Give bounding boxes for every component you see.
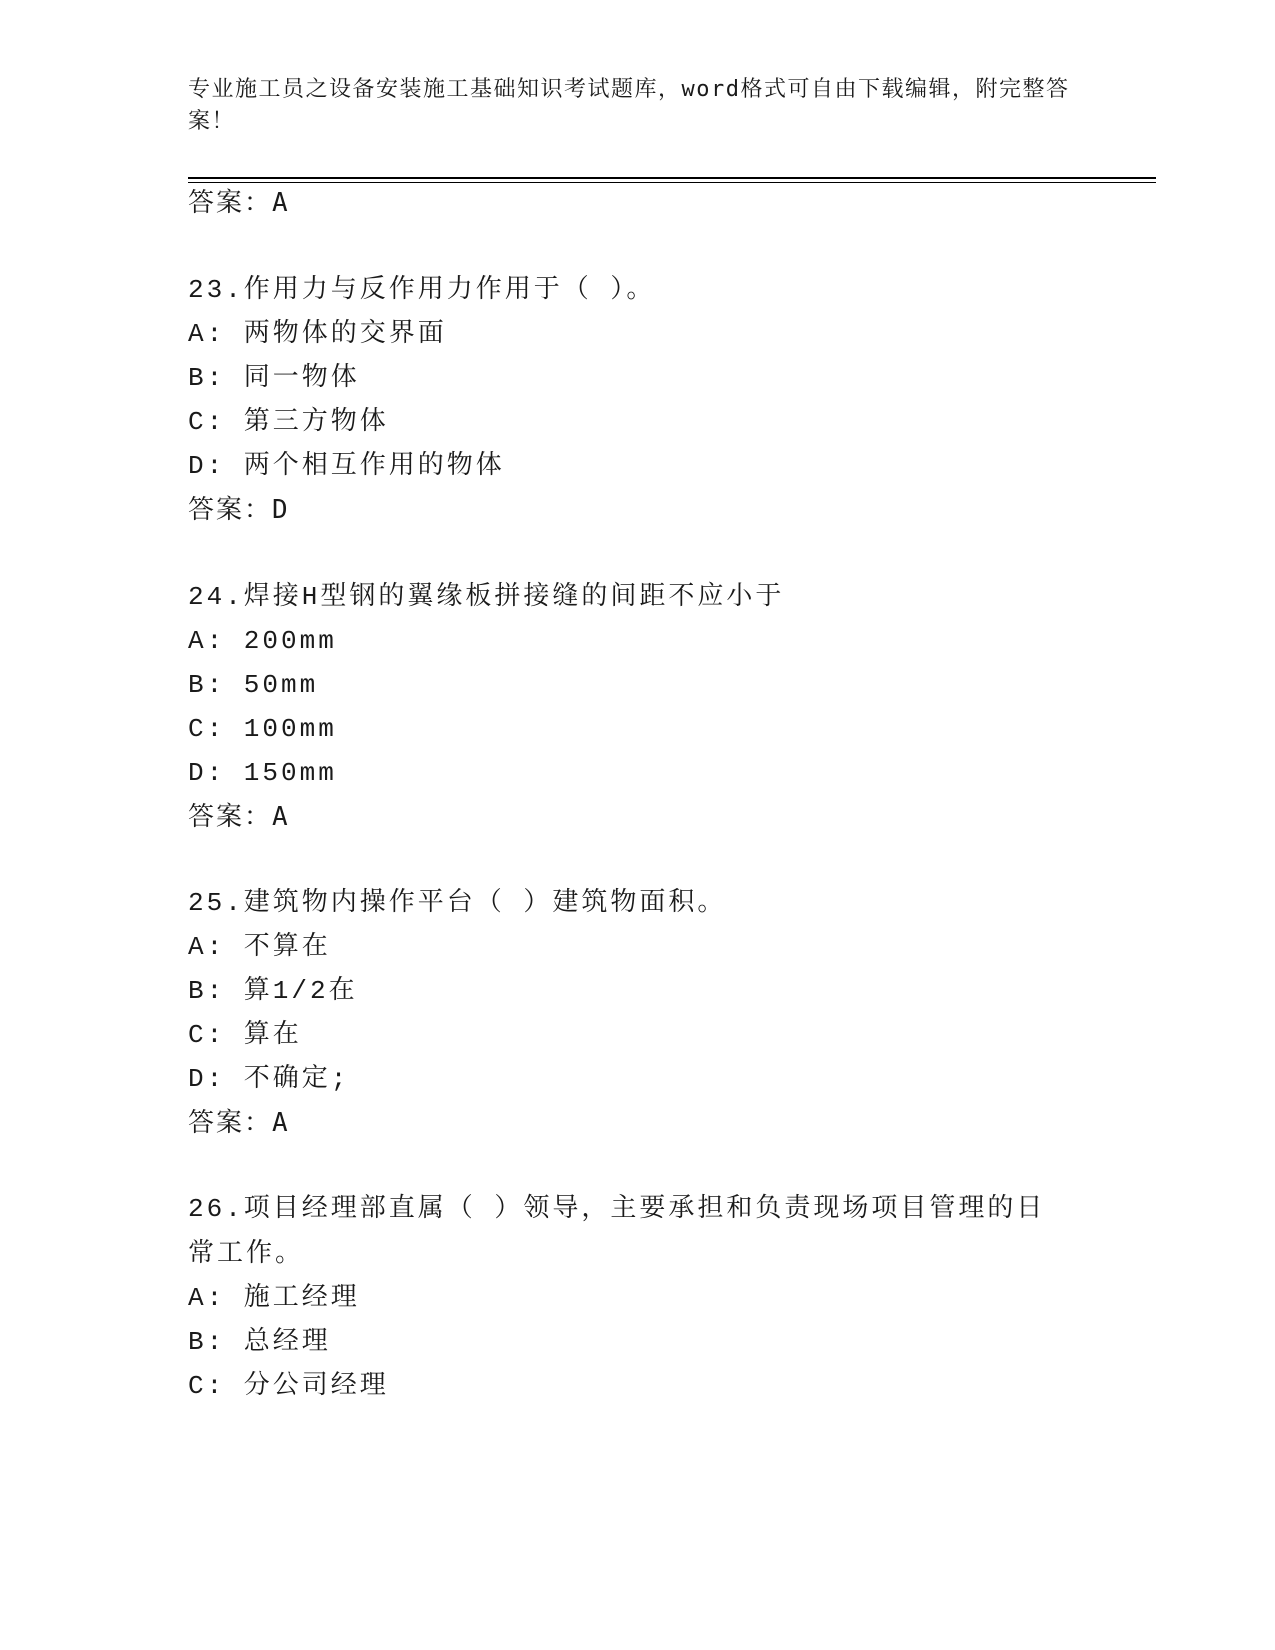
question-24-option-b: B: 50mm: [188, 670, 319, 700]
question-24-option-a: A: 200mm: [188, 626, 337, 656]
question-25-option-b: B: 算1/2在: [188, 976, 358, 1006]
question-26-option-a: A: 施工经理: [188, 1283, 360, 1313]
question-24-option-c: C: 100mm: [188, 714, 337, 744]
question-26-stem: 26.项目经理部直属（ ）领导，主要承担和负责现场项目管理的日常工作。: [188, 1194, 1046, 1269]
question-23-option-c: C: 第三方物体: [188, 407, 389, 437]
question-26-option-b: B: 总经理: [188, 1327, 331, 1357]
header-divider-thin: [188, 182, 1156, 183]
question-25-option-a: A: 不算在: [188, 932, 331, 962]
question-23-option-d: D: 两个相互作用的物体: [188, 451, 505, 481]
question-24-option-d: D: 150mm: [188, 758, 337, 788]
previous-answer: 答案：A: [188, 188, 290, 218]
question-23-stem: 23.作用力与反作用力作用于（ ）。: [188, 275, 656, 305]
document-header: 专业施工员之设备安装施工基础知识考试题库，word格式可自由下载编辑，附完整答案！: [188, 77, 1070, 134]
question-24-answer: 答案：A: [188, 802, 290, 832]
header-divider: [188, 177, 1156, 179]
question-23-option-b: B: 同一物体: [188, 363, 360, 393]
question-23-option-a: A: 两物体的交界面: [188, 319, 447, 349]
question-25-stem: 25.建筑物内操作平台（ ）建筑物面积。: [188, 888, 727, 918]
question-26-option-c: C: 分公司经理: [188, 1371, 389, 1401]
question-25-option-c: C: 算在: [188, 1020, 302, 1050]
question-23-answer: 答案：D: [188, 495, 290, 525]
question-25-option-d: D: 不确定;: [188, 1064, 350, 1094]
question-24-stem: 24.焊接H型钢的翼缘板拼接缝的间距不应小于: [188, 582, 785, 612]
question-25-answer: 答案：A: [188, 1108, 290, 1138]
